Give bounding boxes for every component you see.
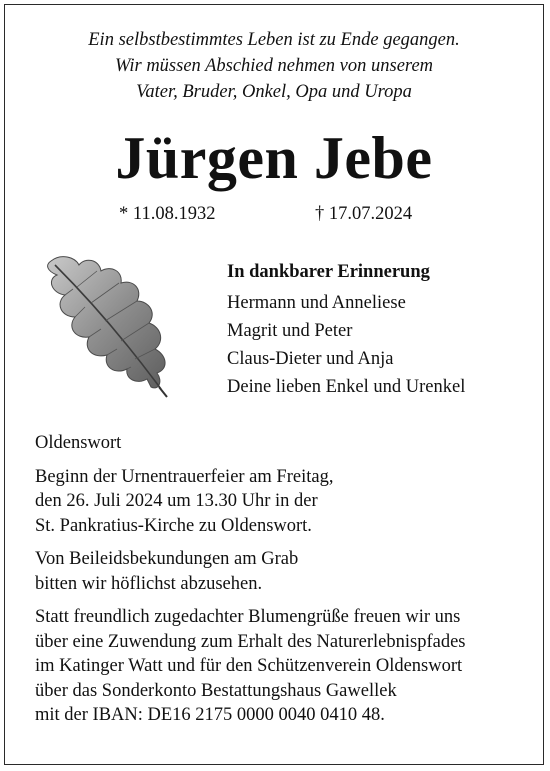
service-info	[35, 465, 466, 539]
intro-line: Vater, Bruder, Onkel, Opa und Uropa	[136, 82, 412, 102]
place-label: Oldenswort	[35, 433, 122, 453]
condolence-line: bitten wir höflichst abzusehen.	[35, 573, 263, 594]
mourner-name: Hermann und Anneliese	[227, 293, 406, 313]
birth-date: * 11.08.1932	[119, 204, 216, 224]
mourner-name: Deine lieben Enkel und Urenkel	[227, 377, 466, 397]
condolence-line: Von Beileidsbekundungen am Grab	[35, 549, 299, 569]
service-line: Beginn der Urnentrauerfeier am Freitag,	[35, 466, 334, 487]
intro-line: Wir müssen Abschied nehmen von unserem	[114, 56, 434, 76]
donation-line: mit der IBAN: DE16 2175 0000 0040 0410 48.	[35, 705, 385, 725]
condolence-info	[35, 547, 466, 596]
deceased-name: Jürgen Jebe	[115, 125, 433, 191]
donation-line: über eine Zuwendung zum Erhalt des Naturerlebnispfades	[35, 631, 466, 652]
memory-block	[227, 258, 465, 401]
death-date: † 17.07.2024	[315, 204, 413, 224]
donation-line: über das Sonderkonto Bestattungshaus Gawellek	[35, 680, 397, 701]
service-line: St. Pankratius-Kirche zu Oldenswort.	[35, 515, 312, 536]
details-block	[35, 431, 466, 728]
obituary-notice	[4, 4, 544, 765]
service-line: den 26. Juli 2024 um 13.30 Uhr in der	[35, 491, 318, 511]
donation-line: im Katinger Watt und für den Schützenverein Oldenswort	[35, 656, 463, 676]
mourner-name: Claus-Dieter und Anja	[227, 349, 394, 369]
oak-leaf-icon	[39, 249, 209, 409]
memory-title: In dankbarer Erinnerung	[227, 262, 430, 282]
mourner-name: Magrit und Peter	[227, 321, 353, 341]
donation-info	[35, 605, 466, 728]
intro-text	[5, 27, 543, 105]
donation-line: Statt freundlich zugedachter Blumengrüße freuen wir uns	[35, 607, 461, 627]
intro-line: Ein selbstbestimmtes Leben ist zu Ende gegangen.	[88, 30, 460, 50]
